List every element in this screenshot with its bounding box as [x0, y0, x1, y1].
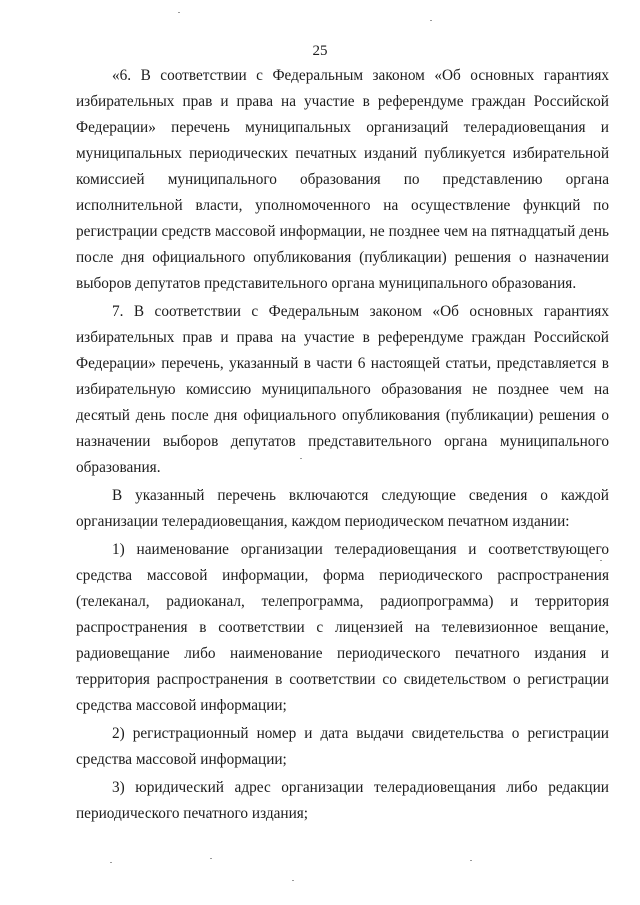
scan-speck	[300, 458, 302, 459]
scan-speck	[430, 20, 432, 21]
paragraph-part-7: 7. В соответствии с Федеральным законом «Об основных гарантиях избирательных прав и права на участие в референдуме граждан Российской Федерации» перечень, указанный в части 6 настоящей статьи, представляется в избирательную комиссию муниципального образования не позднее чем на десятый день после дня официального опубликования (публикации) решения о назначении выборов депутатов представительного органа муниципального образования.	[76, 303, 609, 476]
scan-speck	[292, 880, 294, 881]
paragraph-list-intro: В указанный перечень включаются следующие сведения о каждой организации телерадиовещания, каждом периодическом печатном издании:	[76, 487, 609, 530]
scan-speck	[470, 860, 472, 861]
page-number: 25	[312, 43, 328, 59]
list-item-3: 3) юридический адрес организации телерадиовещания либо редакции периодического печатного издания;	[76, 779, 609, 822]
paragraph-part-6: «6. В соответствии с Федеральным законом «Об основных гарантиях избирательных прав и права на участие в референдуме граждан Российской Федерации» перечень муниципальных организаций телерадиовещания и муниципальных периодических печатных изданий публикуется избирательной комиссией муниципального образования по представлению органа исполнительной власти, уполномоченного на осуществление функций по регистрации средств массовой информации, не позднее чем на пятнадцатый день после дня официального опубликования (публикации) решения о назначении выборов депутатов представительного органа муниципального образования.	[76, 67, 609, 292]
list-item-1: 1) наименование организации телерадиовещания и соответствующего средства массовой информации, форма периодического распространения (телеканал, радиоканал, телепрограмма, радиопрограмма) и территория распространения в соответствии с лицензией на телевизионное вещание, радиовещание либо наименование периодического печатного издания и территория распространения в соответствии со свидетельством о регистрации средства массовой информации;	[76, 541, 609, 714]
list-item-2: 2) регистрационный номер и дата выдачи свидетельства о регистрации средства массовой информации;	[76, 725, 609, 768]
document-body	[76, 63, 609, 829]
scan-speck	[178, 12, 180, 13]
scan-speck	[210, 858, 212, 859]
scan-speck	[600, 560, 602, 561]
scan-speck	[110, 862, 112, 863]
